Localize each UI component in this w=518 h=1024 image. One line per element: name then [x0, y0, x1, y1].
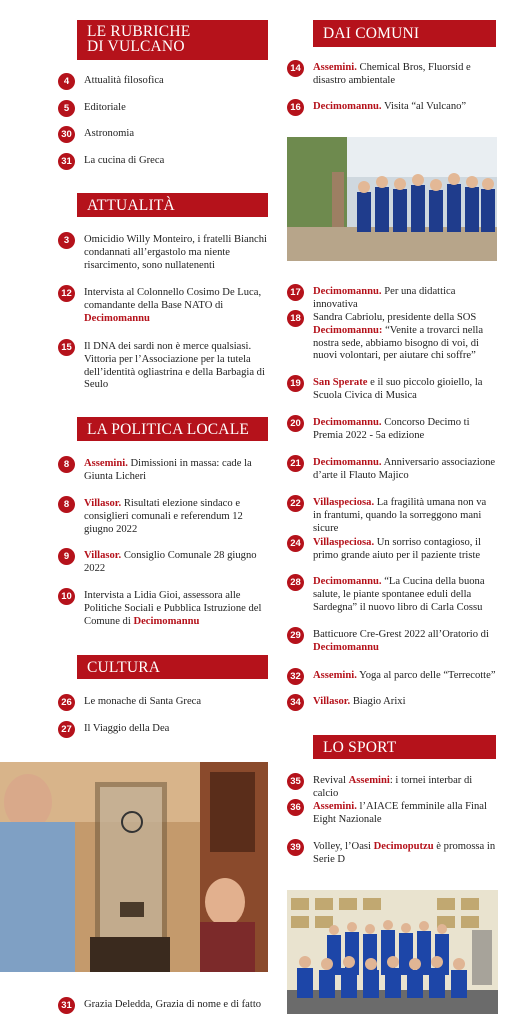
museum-photo — [0, 762, 268, 972]
page-number-badge: 31 — [58, 153, 75, 170]
article-title: Editoriale — [84, 102, 126, 113]
article-title: Biagio Arixi — [350, 696, 406, 707]
page-number-badge: 34 — [287, 694, 304, 711]
town-name: Decimomannu — [84, 312, 150, 324]
article-title-wrap — [313, 62, 496, 88]
article-title-wrap — [313, 775, 496, 801]
article-title-wrap — [313, 101, 496, 114]
article-title: Intervista a Lidia Gioi, assessora alle Politiche Sociali e Pubblica Istruzione del Comune di — [84, 590, 262, 627]
article-title: Per una didattica innovativa — [313, 286, 456, 310]
article-title-wrap — [84, 458, 268, 484]
article-title-wrap — [313, 696, 496, 709]
article-title: Risultati elezione sindaco e consiglieri comunali e referendum 12 giugno 2022 — [84, 498, 243, 535]
town-name: Assemini. — [84, 458, 128, 469]
page-number-badge: 16 — [287, 99, 304, 116]
article-title-wrap — [313, 312, 496, 363]
article-title-wrap — [84, 590, 268, 628]
page-number-badge: 20 — [287, 415, 304, 432]
section-header-comuni — [313, 20, 496, 47]
section-header-cultura — [77, 655, 268, 679]
article-title-wrap — [313, 417, 496, 443]
town-name: Assemini. — [313, 801, 357, 812]
section-title-line1: LE RUBRICHE — [87, 23, 191, 40]
page-number-badge: 4 — [58, 73, 75, 90]
section-title-line2: DI VULCANO — [87, 38, 185, 55]
article-title: “La Cucina della buona salute, le piante spontanee eduli della Sardegna” il nuovo libro di Carla Cossu — [313, 576, 485, 613]
article-title-wrap — [313, 497, 496, 535]
article-title-wrap — [313, 841, 496, 867]
page-number-badge: 9 — [58, 548, 75, 565]
page-number-badge: 27 — [58, 721, 75, 738]
article-title-cont: è promossa in Serie D — [313, 841, 496, 865]
article-title-cont: “Venite a trovarci nella nostra sede, abbiamo bisogno di voi, di nuovi volontari, per aiutare chi soffre” — [313, 324, 484, 362]
page-number-badge: 15 — [58, 339, 75, 356]
page-number-badge: 5 — [58, 100, 75, 117]
article-title: Le monache di Santa Greca — [84, 696, 202, 707]
page-number-badge: 31 — [58, 997, 75, 1014]
page-number-badge: 30 — [58, 126, 75, 143]
town-name: Assemini. — [313, 670, 357, 681]
town-name: Villasor. — [84, 550, 122, 561]
article-title: Il Viaggio della Dea — [84, 723, 170, 734]
page-number-badge: 18 — [287, 310, 304, 327]
article-title: La fragilità umana non va in frantumi, quando la sorreggono mani sicure — [313, 497, 487, 534]
page-number-badge: 24 — [287, 535, 304, 552]
town-name: Decimomannu. — [313, 457, 382, 468]
town-name: Villasor. — [313, 696, 351, 707]
school-group-photo — [287, 137, 497, 261]
section-title: ATTUALITÀ — [87, 197, 175, 214]
article-title-wrap — [84, 287, 268, 325]
page-number-badge: 17 — [287, 284, 304, 301]
article-title: Revival — [313, 775, 349, 786]
article-title: e il suo piccolo gioiello, la Scuola Civica di Musica — [313, 377, 483, 401]
section-header-sport — [313, 735, 496, 759]
article-title: Anniversario associazione d’arte il Flauto Majico — [313, 457, 496, 481]
page-number-badge: 14 — [287, 60, 304, 77]
article-title: Concorso Decimo ti Premia 2022 - 5a edizione — [313, 417, 470, 441]
article-title: Dimissioni in massa: cade la Giunta Licheri — [84, 458, 252, 482]
section-title: LA POLITICA LOCALE — [87, 421, 250, 438]
article-title: Il DNA dei sardi non è merce qualsiasi. Vittoria per l’Associazione per la tutela dell’identità ogliastrina e della Barbagia di Seulo — [84, 341, 265, 391]
section-title: LO SPORT — [323, 739, 397, 756]
town-name: Decimomannu — [313, 641, 379, 653]
article-title-wrap — [313, 629, 496, 655]
article-title-wrap — [313, 537, 496, 563]
article-title-wrap — [313, 576, 496, 614]
page-number-badge: 10 — [58, 588, 75, 605]
article-title-wrap — [313, 286, 496, 312]
town-name: Decimomannu: — [313, 324, 383, 336]
page-number-badge: 21 — [287, 455, 304, 472]
page-number-badge: 3 — [58, 232, 75, 249]
page-number-badge: 8 — [58, 456, 75, 473]
article-title: Batticuore Cre-Grest 2022 all’Oratorio di — [313, 629, 489, 640]
section-title: CULTURA — [87, 659, 161, 676]
article-title: Attualità filosofica — [84, 75, 164, 86]
section-header-rubriche — [77, 20, 268, 60]
article-title: Visita “al Vulcano” — [381, 101, 467, 112]
article-title: l’AIACE femminile alla Final Eight Nazionale — [313, 801, 487, 825]
article-title: Sandra Cabriolu, presidente della SOS — [313, 312, 477, 323]
article-title: Chemical Bros, Fluorsid e disastro ambientale — [313, 62, 471, 86]
page-number-badge: 32 — [287, 668, 304, 685]
town-name: Villaspeciosa. — [313, 537, 375, 548]
page-number-badge: 35 — [287, 773, 304, 790]
town-name: Decimoputzu — [373, 841, 434, 852]
town-name: San Sperate — [313, 377, 368, 388]
article-title: Omicidio Willy Monteiro, i fratelli Bianchi condannati all’ergastolo ma niente risarcimento, sono nullatenenti — [84, 234, 267, 271]
article-title: Volley, l’Oasi — [313, 841, 374, 852]
article-title: Consiglio Comunale 28 giugno 2022 — [84, 550, 257, 574]
section-title: DAI COMUNI — [323, 25, 420, 42]
team-photo — [287, 890, 498, 1014]
page-number-badge: 19 — [287, 375, 304, 392]
town-name: Decimomannu. — [313, 286, 382, 297]
article-title-cont: : i tornei interbar di calcio — [313, 775, 473, 799]
town-name: Assemini — [348, 775, 390, 786]
page-number-badge: 22 — [287, 495, 304, 512]
town-name: Decimomannu. — [313, 417, 382, 428]
page-number-badge: 12 — [58, 285, 75, 302]
article-title-wrap — [313, 377, 496, 403]
article-title-wrap — [313, 457, 496, 483]
article-title: Yoga al parco delle “Terrecotte” — [356, 670, 496, 681]
article-title: Intervista al Colonnello Cosimo De Luca, comandante della Base NATO di — [84, 287, 262, 311]
town-name: Villasor. — [84, 498, 122, 509]
page-number-badge: 36 — [287, 799, 304, 816]
article-title: Astronomia — [84, 128, 135, 139]
article-title: La cucina di Greca — [84, 155, 165, 166]
section-header-attualita — [77, 193, 268, 217]
article-title-wrap — [313, 670, 496, 683]
page-number-badge: 26 — [58, 694, 75, 711]
page-number-badge: 39 — [287, 839, 304, 856]
town-name: Villaspeciosa. — [313, 497, 375, 508]
page-number-badge: 28 — [287, 574, 304, 591]
town-name: Decimomannu — [133, 615, 200, 627]
town-name: Decimomannu. — [313, 101, 382, 112]
article-title-wrap — [84, 498, 268, 536]
page-number-badge: 29 — [287, 627, 304, 644]
town-name: Assemini. — [313, 62, 357, 73]
article-title: Un sorriso contagioso, il primo grande aiuto per il paziente triste — [313, 537, 481, 561]
section-header-politica — [77, 417, 268, 441]
article-title: Grazia Deledda, Grazia di nome e di fatto — [84, 999, 262, 1010]
article-title-wrap — [84, 550, 268, 576]
article-title-wrap — [313, 801, 496, 827]
page-number-badge: 8 — [58, 496, 75, 513]
town-name: Decimomannu. — [313, 576, 382, 587]
